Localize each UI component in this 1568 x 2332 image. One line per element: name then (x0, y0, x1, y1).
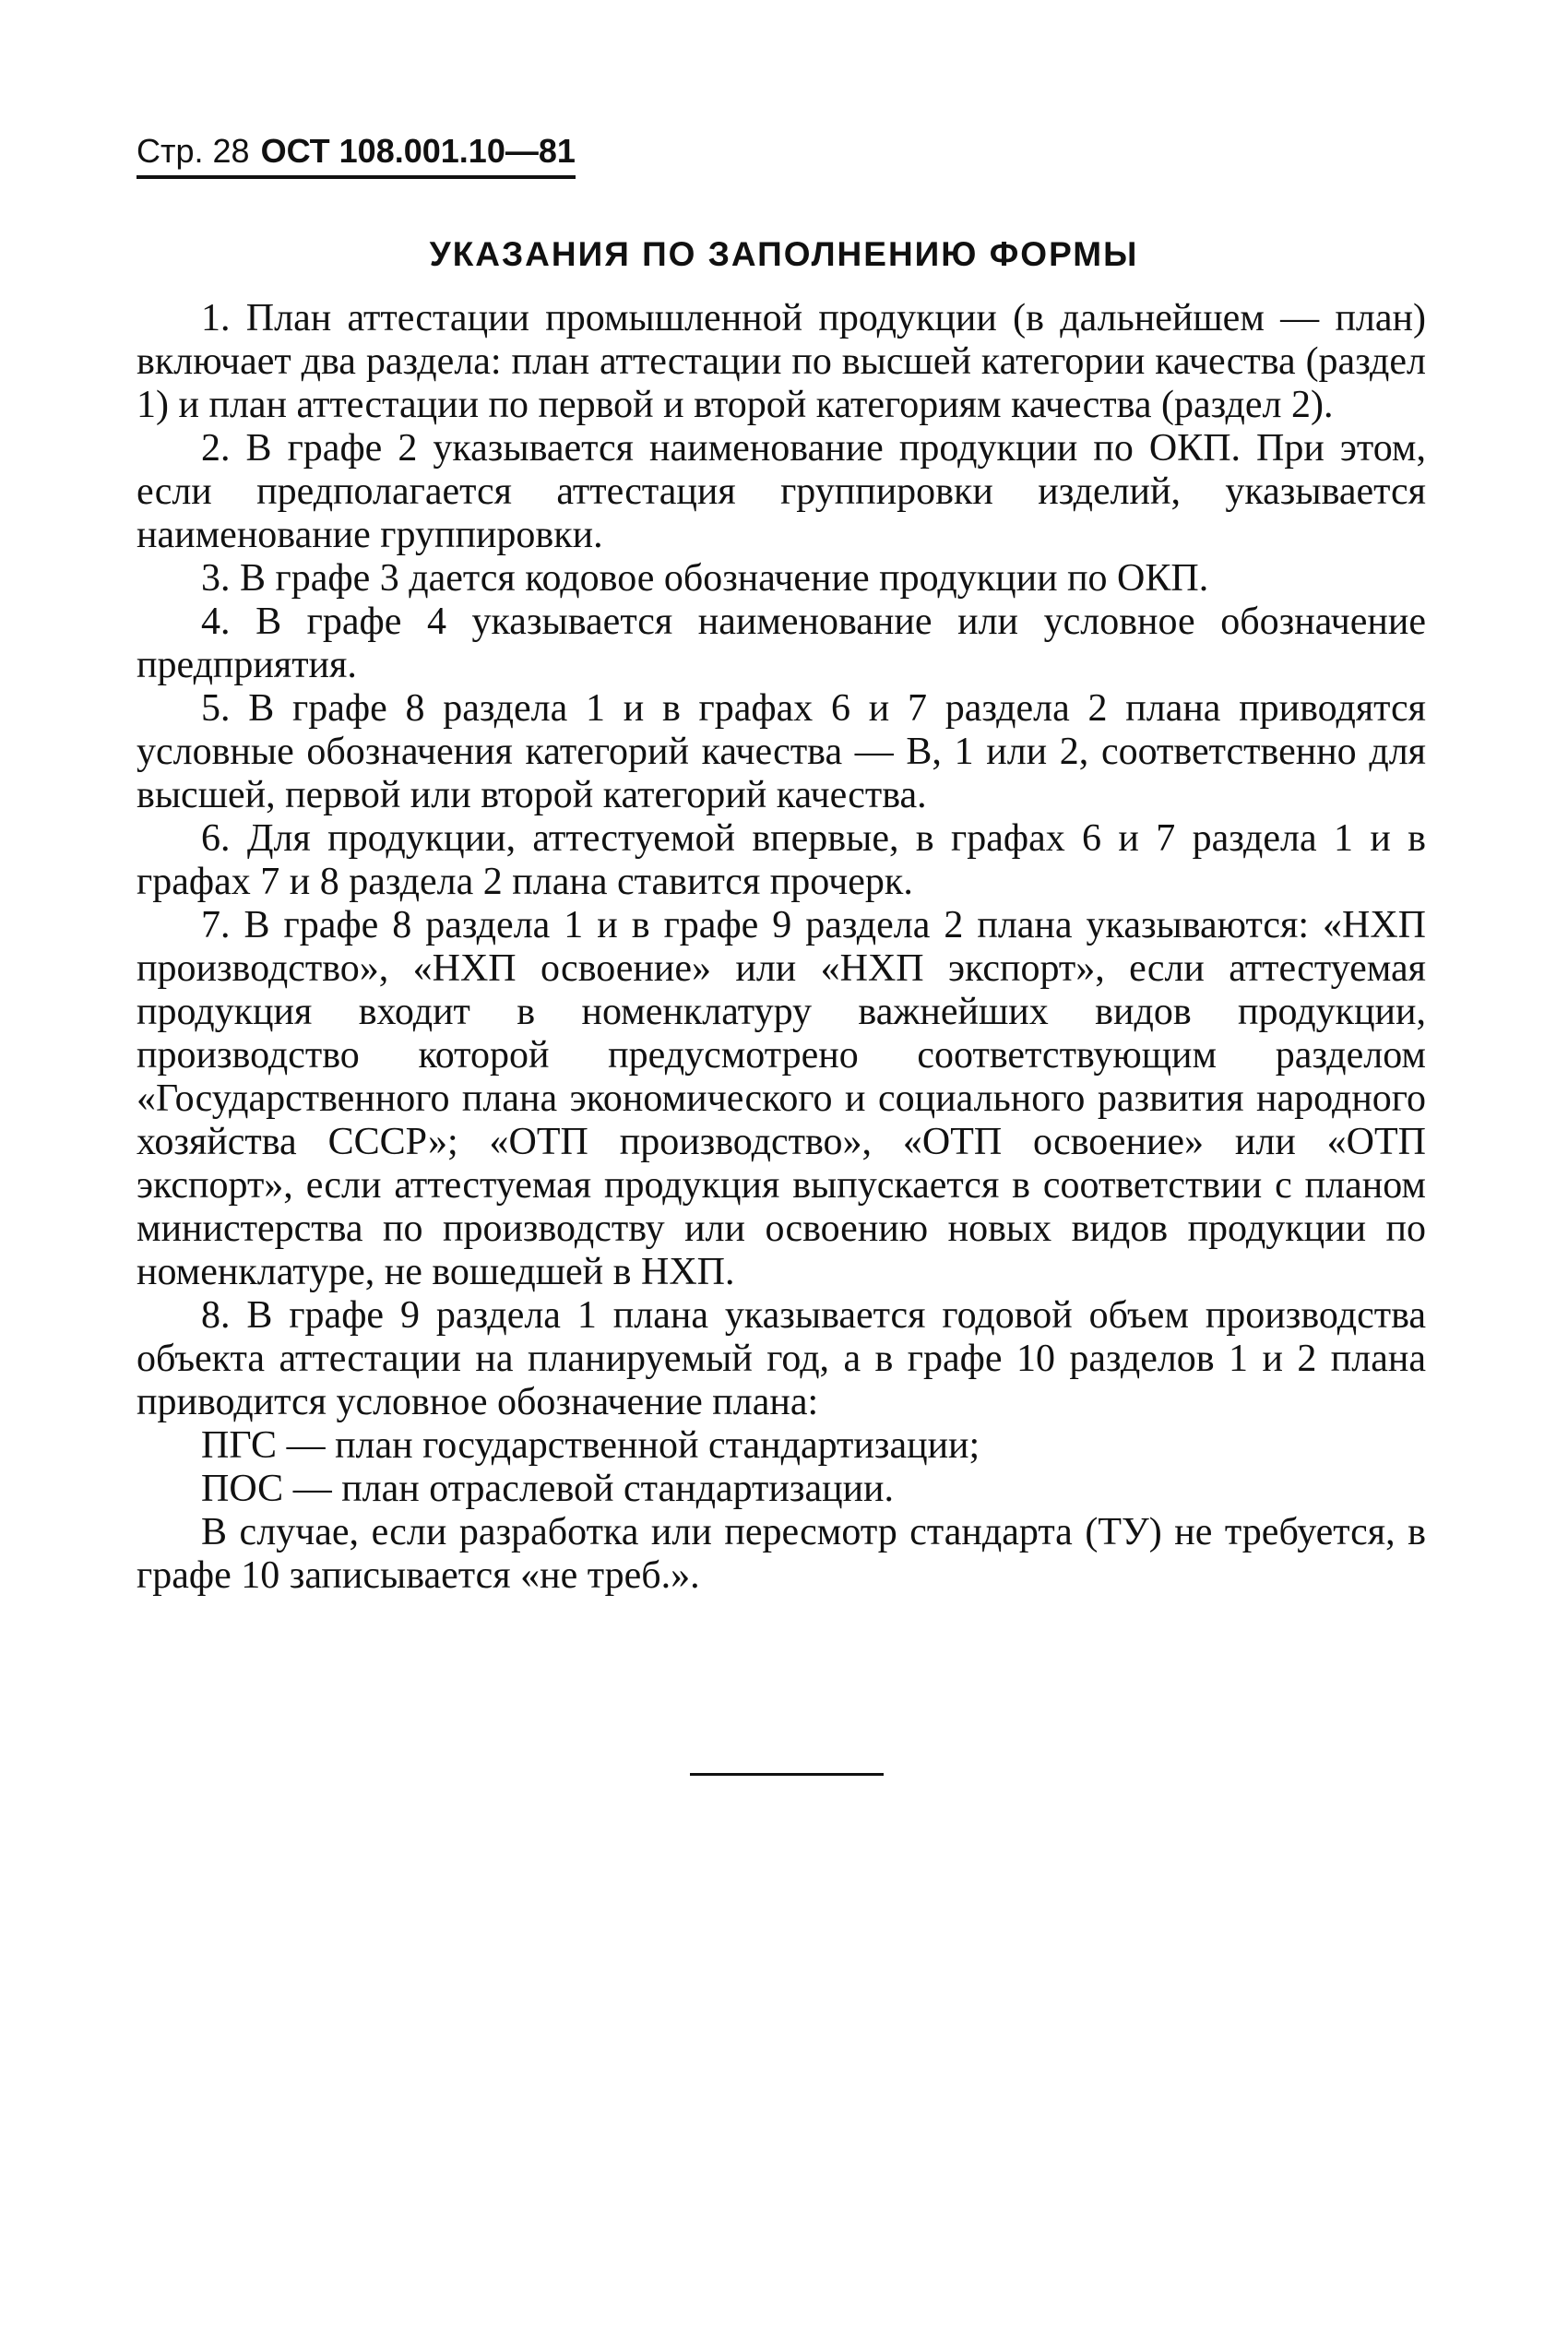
document-code: ОСТ 108.001.10—81 (260, 132, 576, 170)
page-header (137, 131, 576, 179)
paragraph-5: 5. В графе 8 раздела 1 и в графах 6 и 7 раздела 2 плана приводятся условные обозначения категорий качества — В, 1 или 2, соответственно для высшей, первой или второй категорий качества. (137, 687, 1426, 816)
paragraph-2: 2. В графе 2 указывается наименование продукции по ОКП. При этом, если предполагается аттестация группировки изделий, указывается наименование группировки. (137, 427, 1426, 556)
definition-pgs: ПГС — план государственной стандартизации; (201, 1424, 980, 1467)
page-number: Стр. 28 (137, 132, 250, 170)
paragraph-note: В случае, если разработка или пересмотр стандарта (ТУ) не требуется, в графе 10 записывается «не треб.». (137, 1511, 1426, 1597)
paragraph-1: 1. План аттестации промышленной продукции (в дальнейшем — план) включает два раздела: план аттестации по высшей категории качества (раздел 1) и план аттестации по первой и второй категориям качества (раздел 2). (137, 297, 1426, 426)
paragraph-6: 6. Для продукции, аттестуемой впервые, в графах 6 и 7 раздела 1 и в графах 7 и 8 раздела 2 плана ставится прочерк. (137, 817, 1426, 903)
end-divider (690, 1773, 884, 1776)
section-title: УКАЗАНИЯ ПО ЗАПОЛНЕНИЮ ФОРМЫ (429, 235, 1139, 273)
paragraph-4: 4. В графе 4 указывается наименование или условное обозначение предприятия. (137, 601, 1426, 686)
paragraph-3: 3. В графе 3 дается кодовое обозначение продукции по ОКП. (201, 557, 1209, 600)
paragraph-8: 8. В графе 9 раздела 1 плана указывается годовой объем производства объекта аттестации на планируемый год, а в графе 10 разделов 1 и 2 плана приводится условное обозначение плана: (137, 1294, 1426, 1423)
paragraph-7: 7. В графе 8 раздела 1 и в графе 9 раздела 2 плана указываются: «НХП производство», «НХП освоение» или «НХП экспорт», если аттестуемая продукция входит в номенклатуру важнейших видов продукции, производство которой предусмотрено соответствующим разделом «Государственного плана экономического и социального развития народного хозяйства СССР»; «ОТП производство», «ОТП освоение» или «ОТП экспорт», если аттестуемая продукция выпускается в соответствии с планом министерства по производству или освоению новых видов продукции по номенклатуре, не вошедшей в НХП. (137, 904, 1426, 1293)
definition-pos: ПОС — план отраслевой стандартизации. (201, 1468, 895, 1510)
instructions-body (137, 297, 1426, 1598)
